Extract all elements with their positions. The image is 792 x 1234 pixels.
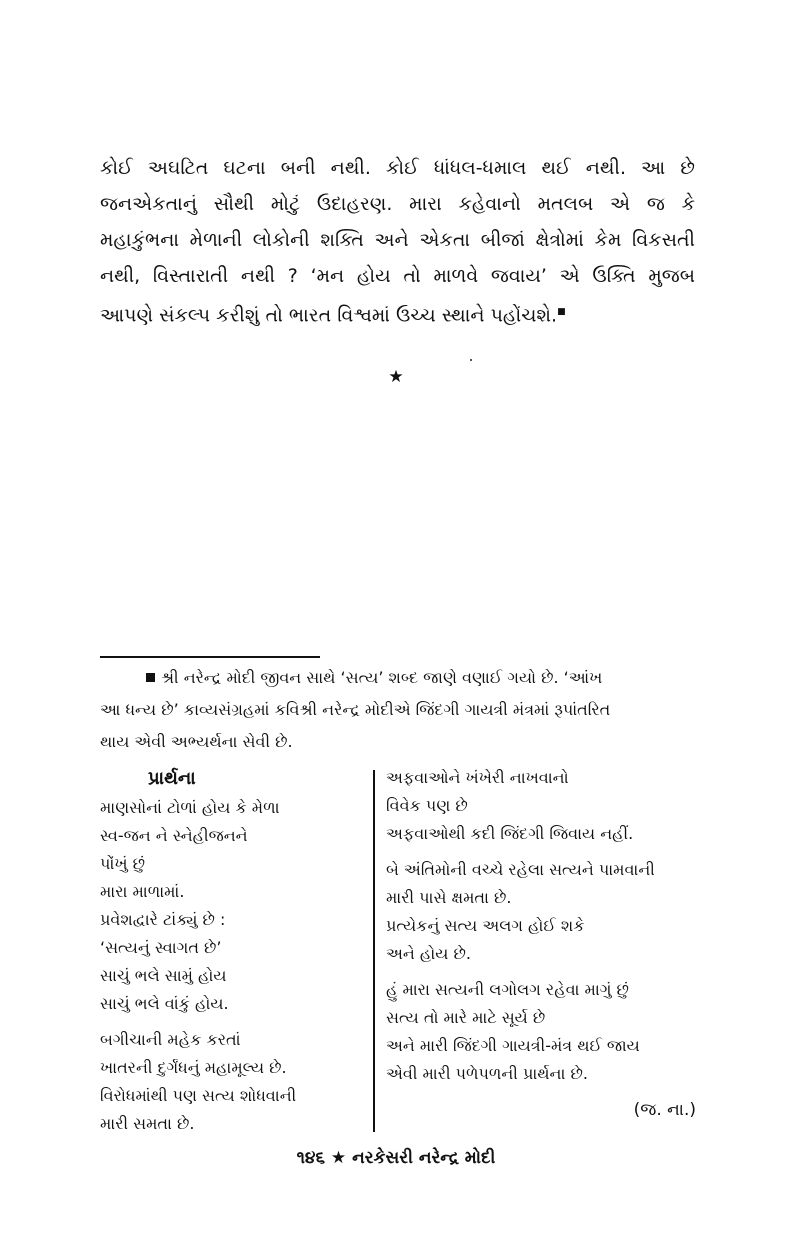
poem-line: અફવાઓને ખંખેરી નાખવાનો (386, 768, 569, 787)
poem-line: અને મારી જિંદગી ગાયત્રી-મંત્ર થઈ જાય (386, 1036, 640, 1055)
footnote-line (100, 662, 695, 694)
poem-line: બગીચાની મહેક કરતાં (100, 1030, 241, 1049)
poem-line: સ્વ-જન ને સ્નેહીજનને (100, 826, 248, 845)
poem-line: મારી સમતા છે. (100, 1114, 195, 1133)
poem-line: અફવાઓથી કદી જિંદગી જિવાય નહીં. (386, 824, 634, 843)
paragraph-line: કોઈ અઘટિત ઘટના બની નથી. કોઈ ધાંધલ-ધમાલ થઈ નથી. આ છે (100, 157, 695, 179)
poem-stanza (100, 1026, 362, 1138)
section-separator-star: ★ (388, 367, 404, 387)
poem-stanza (100, 794, 362, 1018)
poem-right-column (386, 764, 706, 1124)
paragraph-line: જનએકતાનું સૌથી મોટું ઉદાહરણ. મારા કહેવાનો મતલબ એ જ કે (100, 193, 695, 215)
paragraph-last-text: આપણે સંકલ્પ કરીશું તો ભારત વિશ્વમાં ઉચ્ચ સ્થાને પહોંચશે. (100, 304, 558, 327)
column-divider (373, 770, 375, 1132)
poem-line: પોંખું છું (100, 854, 145, 873)
poem-line: પ્રત્યેકનું સત્ય અલગ હોઈ શકે (386, 916, 585, 935)
poem-line: ખાતરની દુર્ગંધનું મહામૂલ્ય છે. (100, 1058, 287, 1077)
page-footer (0, 1148, 792, 1168)
poem-line: અને હોય છે. (386, 944, 471, 963)
poem-line: મારા માળામાં. (100, 882, 185, 901)
poem-line: મારી પાસે ક્ષમતા છે. (386, 888, 512, 907)
square-bullet-icon (146, 673, 155, 682)
footnote-line: થાય એવી અભ્યર્થના સેવી છે. (100, 732, 293, 751)
footnote-rule (100, 656, 320, 658)
paragraph-line: મહાકુંભના મેળાની લોકોની શક્તિ અને એકતા બીજાં ક્ષેત્રોમાં કેમ વિકસતી (100, 229, 695, 251)
end-mark: ■ (557, 307, 566, 317)
page-number: ૧૪૬ (296, 1148, 325, 1168)
poem-line: સાચું ભલે વાંકું હોય. (100, 994, 229, 1013)
poem-line: હું મારા સત્યની લગોલગ રહેવા માગું છું (386, 980, 629, 999)
poem-line: બે અંતિમોની વચ્ચે રહેલા સત્યને પામવાની (386, 860, 655, 879)
poem-title: પ્રાર્થના (148, 768, 196, 789)
poem-line: માણસોનાં ટોળાં હોય કે મેળા (100, 798, 280, 817)
paragraph-line: નથી, વિસ્તારાતી નથી ? ‘મન હોય તો માળવે જવાય’ એ ઉક્તિ મુજબ (100, 265, 695, 287)
poem-line: વિવેક પણ છે (386, 796, 468, 815)
poem-line: એવી મારી પળેપળની પ્રાર્થના છે. (386, 1064, 588, 1083)
closing-paragraph (100, 150, 695, 333)
poem-line: સાચું ભલે સામું હોય (100, 966, 227, 985)
poem-stanza (386, 856, 706, 968)
footnote (100, 662, 695, 758)
print-speck (470, 359, 472, 361)
footer-star: ★ (330, 1148, 347, 1168)
poem-line: વિરોધમાંથી પણ સત્ય શોધવાની (100, 1086, 297, 1105)
poem-left-column (100, 764, 362, 1146)
poem-stanza (386, 764, 706, 848)
paragraph-line (100, 294, 695, 333)
poem-stanza (386, 976, 706, 1088)
poem-line: સત્ય તો મારે માટે સૂર્ય છે (386, 1008, 546, 1027)
book-title: નરકેસરી નરેન્દ્ર મોદી (352, 1148, 496, 1168)
poem-line: ‘સત્યનું સ્વાગત છે’ (100, 938, 222, 957)
footnote-line: આ ધન્ય છે’ કાવ્યસંગ્રહમાં કવિશ્રી નરેન્દ્ર મોદીએ જિંદગી ગાયત્રી મંત્રમાં રૂપાંતરિત (100, 700, 611, 719)
footnote-text: શ્રી નરેન્દ્ર મોદી જીવન સાથે ‘સત્ય’ શબ્દ જાણે વણાઈ ગયો છે. ‘આંખ (161, 668, 603, 687)
poem-line: પ્રવેશદ્વારે ટાંક્યું છે : (100, 910, 226, 929)
poem-signature: (જ. ના.) (633, 1100, 696, 1120)
